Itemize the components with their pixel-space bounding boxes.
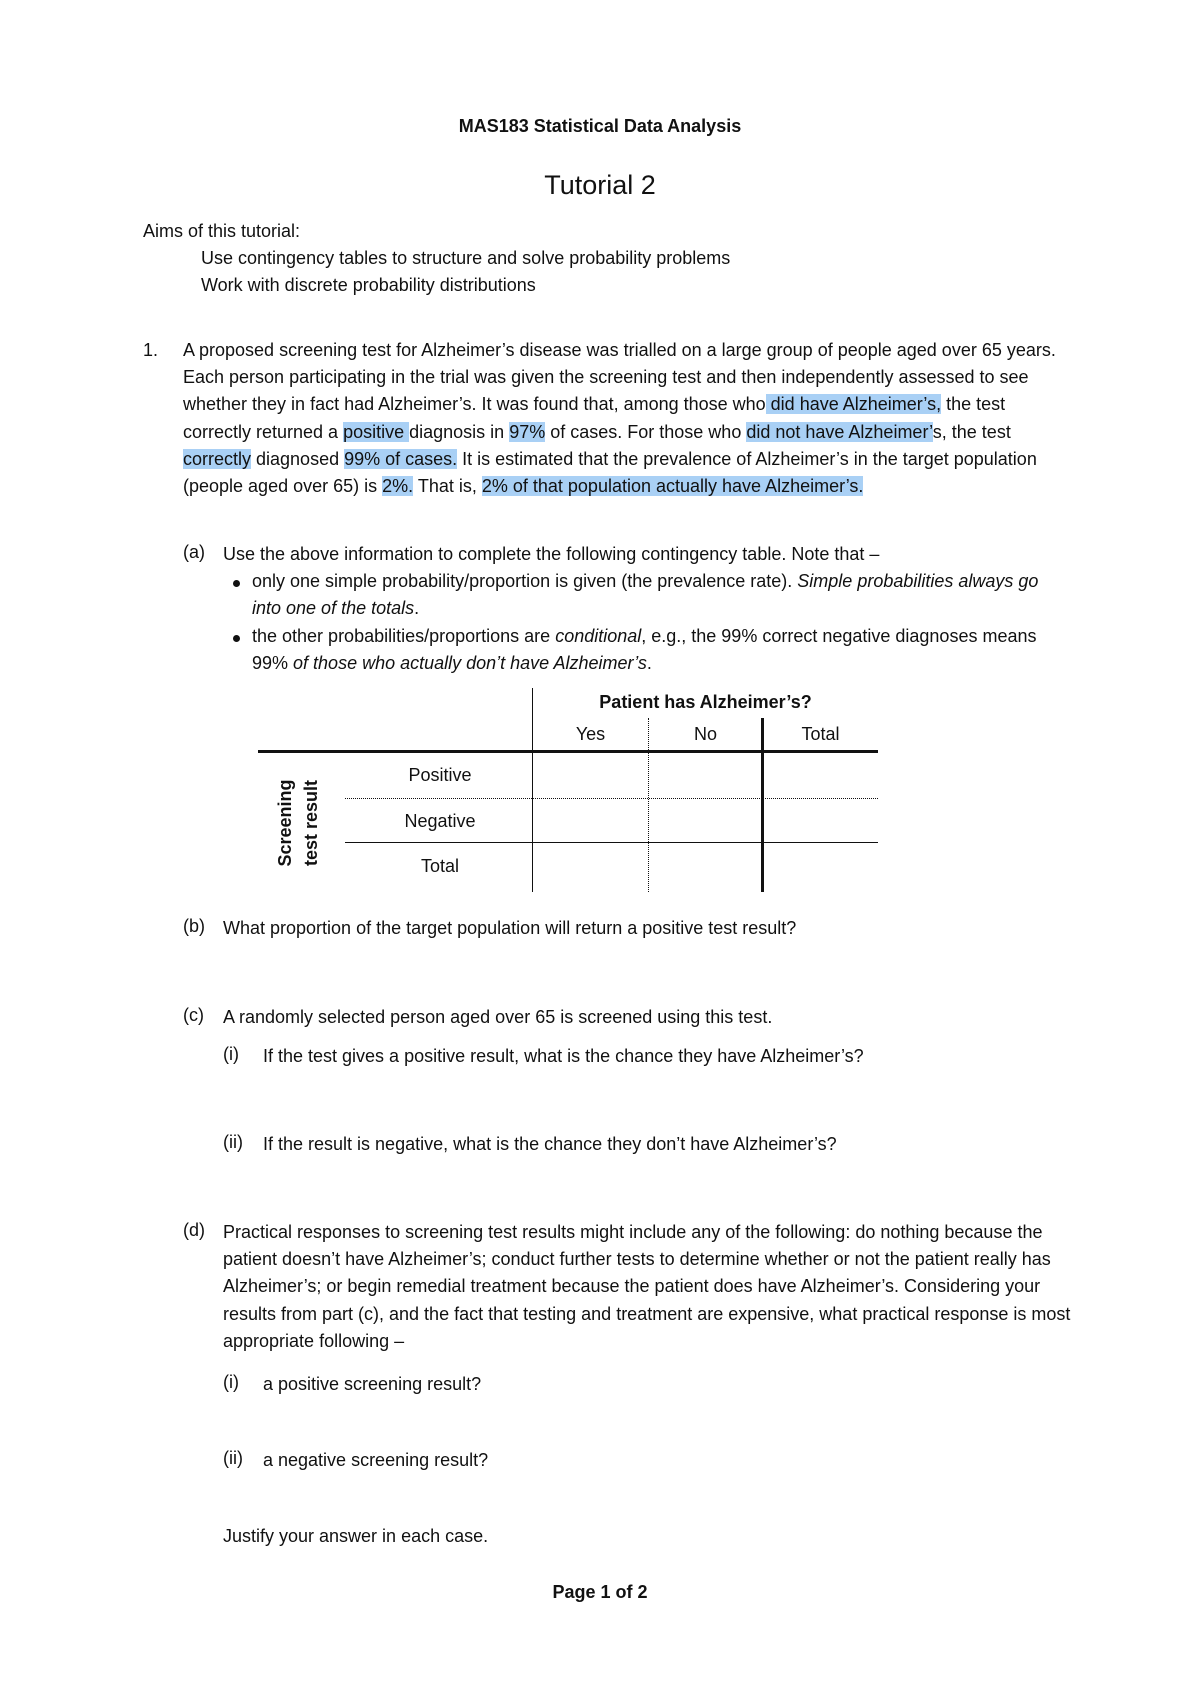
part-c-i-label: (i) bbox=[223, 1044, 239, 1064]
highlight: correctly bbox=[183, 448, 252, 469]
course-title: MAS183 Statistical Data Analysis bbox=[458, 116, 742, 136]
part-c-i-text: If the test gives a positive result, what is the chance they have Alzheimer’s? bbox=[263, 1046, 864, 1066]
page-number: Page 1 of 2 bbox=[552, 1582, 648, 1602]
highlight: did not have Alzheimer’ bbox=[746, 421, 933, 442]
side-label-line-2: test result bbox=[301, 779, 321, 867]
part-d-i-text: a positive screening result? bbox=[263, 1374, 482, 1394]
bullet-1-text: only one simple probability/proportion is given (the prevalence rate). Simple probabilities always go into one of the totals. bbox=[252, 571, 1039, 618]
highlight: 99% of cases. bbox=[344, 448, 458, 469]
highlight: 2% of that population actually have Alzheimer’s. bbox=[481, 476, 864, 497]
table-divider bbox=[258, 750, 878, 753]
tutorial-title: Tutorial 2 bbox=[544, 170, 656, 200]
highlight: did have Alzheimer’s, bbox=[765, 394, 942, 415]
part-c-text: A randomly selected person aged over 65 is screened using this test. bbox=[223, 1007, 773, 1027]
aim-item: Use contingency tables to structure and solve probability problems bbox=[201, 248, 731, 268]
aim-item: Work with discrete probability distributions bbox=[201, 275, 536, 295]
part-d-i-label: (i) bbox=[223, 1372, 239, 1392]
highlight: 2%. bbox=[382, 476, 414, 497]
table-divider bbox=[761, 718, 764, 892]
part-a-text: Use the above information to complete the following contingency table. Note that – bbox=[223, 544, 880, 564]
table-header: Patient has Alzheimer’s? bbox=[599, 692, 812, 712]
column-header-total: Total bbox=[801, 724, 840, 744]
part-d-ii-label: (ii) bbox=[223, 1448, 243, 1468]
part-c-ii-label: (ii) bbox=[223, 1132, 243, 1152]
part-d-label: (d) bbox=[183, 1220, 205, 1240]
bullet-2-text: the other probabilities/proportions are conditional, e.g., the 99% correct negative diagnoses means 99% of those who actually don’t have Alzheimer’s. bbox=[252, 626, 1037, 673]
table-divider bbox=[345, 842, 878, 843]
column-header-no: No bbox=[693, 724, 717, 744]
row-label-positive: Positive bbox=[408, 765, 472, 785]
table-divider bbox=[648, 718, 649, 892]
row-label-negative: Negative bbox=[404, 811, 476, 831]
highlight: positive bbox=[343, 421, 410, 442]
question-intro: A proposed screening test for Alzheimer’s disease was trialled on a large group of people aged over 65 years. Each person participating in the trial was given the screening test and then independently assessed to see whether they in fact had Alzheimer’s. It was found that, among those who did have Alzheimer’s, the test correctly returned a positive diagnosis in 97% of cases. For those who did not have Alzheimer’s, the test correctly diagnosed 99% of cases. It is estimated that the prevalence of Alzheimer’s in the target population (people aged over 65) is 2%. That is, 2% of that population actually have Alzheimer’s. bbox=[183, 340, 1056, 497]
highlight: 97% bbox=[509, 421, 546, 442]
aims-label: Aims of this tutorial: bbox=[143, 221, 301, 241]
question-number: 1. bbox=[143, 340, 159, 360]
table-divider bbox=[345, 798, 878, 799]
side-label bbox=[270, 765, 330, 875]
part-c-label: (c) bbox=[183, 1005, 204, 1025]
part-d-text: Practical responses to screening test results might include any of the following: do nothing because the patient doesn’t have Alzheimer’s; conduct further tests to determine whether or not the patient really has Alzheimer’s; or begin remedial treatment because the patient does have Alzheimer’s. Considering your results from part (c), and the fact that testing and treatment are expensive, what practical response is most appropriate following – bbox=[223, 1222, 1071, 1351]
part-b-text: What proportion of the target population will return a positive test result? bbox=[223, 918, 797, 938]
side-label-line-1: Screening bbox=[275, 779, 295, 867]
bullet-icon bbox=[233, 580, 240, 587]
part-d-ii-text: a negative screening result? bbox=[263, 1450, 489, 1470]
column-header-yes: Yes bbox=[575, 724, 606, 744]
part-a-label: (a) bbox=[183, 542, 205, 562]
part-b-label: (b) bbox=[183, 916, 205, 936]
part-c-ii-text: If the result is negative, what is the chance they don’t have Alzheimer’s? bbox=[263, 1134, 837, 1154]
justify-text: Justify your answer in each case. bbox=[223, 1526, 489, 1546]
bullet-icon bbox=[233, 635, 240, 642]
row-label-total: Total bbox=[420, 856, 460, 876]
